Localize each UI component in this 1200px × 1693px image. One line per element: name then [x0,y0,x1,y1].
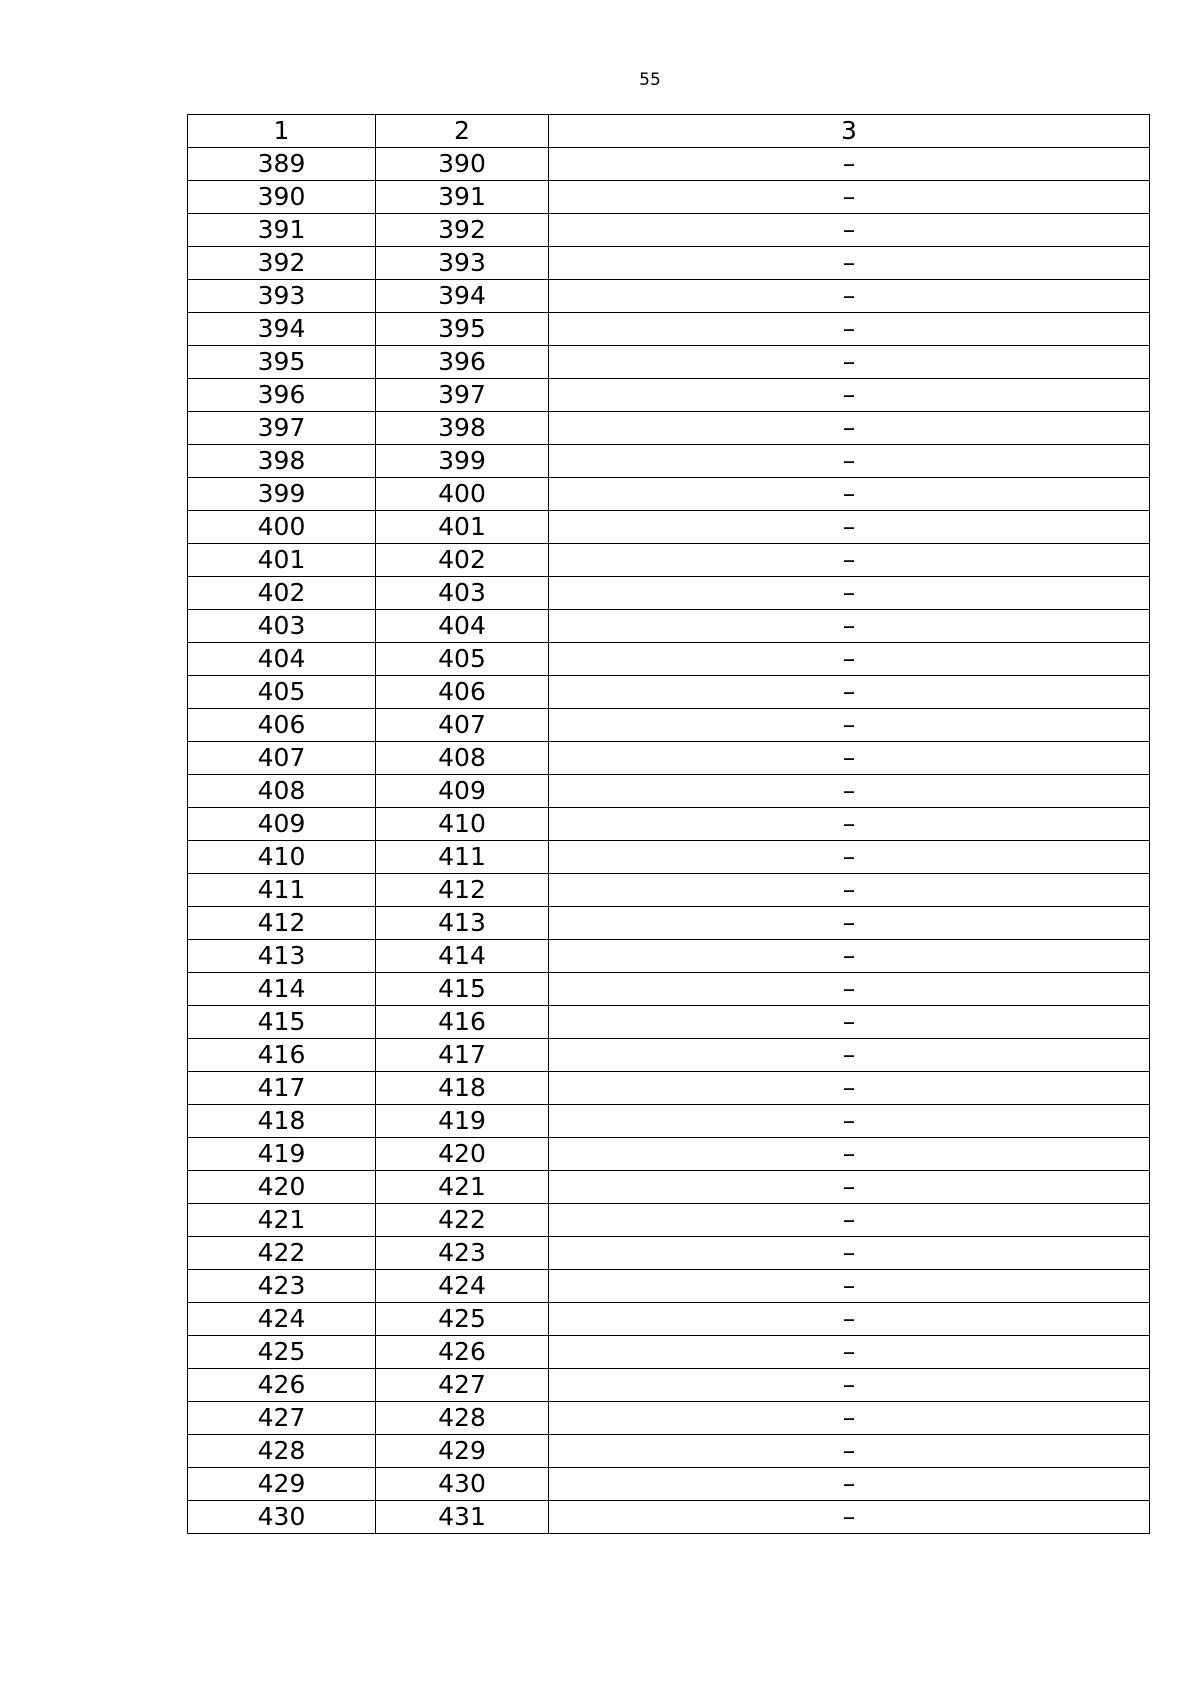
table-row [188,247,1150,280]
table-row [188,346,1150,379]
table-cell-col-1: 411 [188,874,376,907]
table-cell-col-2: 411 [376,841,549,874]
table-row [188,1270,1150,1303]
table-row [188,973,1150,1006]
table-row [188,280,1150,313]
table-cell-col-1: 397 [188,412,376,445]
table-cell-col-1: 408 [188,775,376,808]
table-cell-col-2: 395 [376,313,549,346]
table-cell-col-3: – [549,379,1150,412]
table-cell-col-3: – [549,1072,1150,1105]
table-cell-col-2: 403 [376,577,549,610]
table-cell-col-2: 394 [376,280,549,313]
table-cell-col-1: 403 [188,610,376,643]
table-cell-col-3: – [549,478,1150,511]
table-cell-col-1: 419 [188,1138,376,1171]
table-cell-col-1: 405 [188,676,376,709]
table-row [188,478,1150,511]
table-cell-col-1: 409 [188,808,376,841]
table-cell-col-3: – [549,1204,1150,1237]
table-cell-col-2: 391 [376,181,549,214]
table-cell-col-1: 430 [188,1501,376,1534]
table-cell-col-3: – [549,841,1150,874]
table-cell-col-3: – [549,1237,1150,1270]
data-table [187,114,1150,1534]
table-cell-col-1: 392 [188,247,376,280]
table-cell-col-3: – [549,1402,1150,1435]
table-cell-col-3: – [549,1435,1150,1468]
table-row [188,577,1150,610]
table-row [188,1435,1150,1468]
table-cell-col-2: 402 [376,544,549,577]
table-row [188,1171,1150,1204]
table-row [188,874,1150,907]
table-row [188,1204,1150,1237]
table-cell-col-2: 400 [376,478,549,511]
table-cell-col-2: 419 [376,1105,549,1138]
table-cell-col-1: 410 [188,841,376,874]
table-row [188,1336,1150,1369]
table-cell-col-3: – [549,973,1150,1006]
table-cell-col-3: – [549,511,1150,544]
table-cell-col-3: – [549,907,1150,940]
table-row [188,1105,1150,1138]
page-number: 55 [639,70,661,90]
table-row [188,379,1150,412]
table-row [188,1006,1150,1039]
table-cell-col-3: – [549,742,1150,775]
table-cell-col-1: 422 [188,1237,376,1270]
table-cell-col-1: 415 [188,1006,376,1039]
table-cell-col-3: – [549,412,1150,445]
table-cell-col-1: 426 [188,1369,376,1402]
table-cell-col-2: 406 [376,676,549,709]
table-cell-col-3: – [549,709,1150,742]
table-body [188,115,1150,1534]
table-cell-col-3: – [549,1336,1150,1369]
table-cell-col-2: 414 [376,940,549,973]
table-cell-col-1: 416 [188,1039,376,1072]
table-cell-col-1: 390 [188,181,376,214]
table-cell-col-3: – [549,1039,1150,1072]
table-cell-col-2: 431 [376,1501,549,1534]
table-cell-col-1: 429 [188,1468,376,1501]
table-row [188,1072,1150,1105]
table-row [188,940,1150,973]
table-row [188,610,1150,643]
table-cell-col-3: – [549,346,1150,379]
table-cell-col-3: – [549,181,1150,214]
table-row [188,1402,1150,1435]
table-cell-col-2: 390 [376,148,549,181]
table-cell-col-2: 424 [376,1270,549,1303]
table-cell-col-1: 427 [188,1402,376,1435]
table-row [188,412,1150,445]
table-cell-col-1: 418 [188,1105,376,1138]
table-cell-col-3: – [549,1369,1150,1402]
table-cell-col-1: 400 [188,511,376,544]
table-cell-col-3: – [549,940,1150,973]
table-cell-col-1: 414 [188,973,376,1006]
table-cell-col-2: 417 [376,1039,549,1072]
table-cell-col-3: – [549,1171,1150,1204]
table-cell-col-3: – [549,214,1150,247]
table-cell-col-2: 412 [376,874,549,907]
table-row [188,907,1150,940]
table-cell-col-3: – [549,1468,1150,1501]
table-cell-col-1: 424 [188,1303,376,1336]
table-cell-col-1: 394 [188,313,376,346]
table-cell-col-2: 392 [376,214,549,247]
column-header-2: 2 [376,115,549,148]
table-cell-col-1: 423 [188,1270,376,1303]
table-cell-col-3: – [549,874,1150,907]
table-cell-col-1: 407 [188,742,376,775]
table-cell-col-3: – [549,445,1150,478]
table-row [188,1468,1150,1501]
table-cell-col-2: 393 [376,247,549,280]
table-row [188,808,1150,841]
table-cell-col-3: – [549,1270,1150,1303]
table-row [188,1237,1150,1270]
table-cell-col-1: 402 [188,577,376,610]
table-cell-col-2: 399 [376,445,549,478]
table-cell-col-1: 412 [188,907,376,940]
table-cell-col-3: – [549,1138,1150,1171]
table-row [188,643,1150,676]
table-cell-col-1: 401 [188,544,376,577]
table-cell-col-2: 407 [376,709,549,742]
table-cell-col-3: – [549,280,1150,313]
table-cell-col-2: 420 [376,1138,549,1171]
table-cell-col-1: 421 [188,1204,376,1237]
table-cell-col-3: – [549,1303,1150,1336]
table-cell-col-1: 393 [188,280,376,313]
table-cell-col-1: 389 [188,148,376,181]
table-cell-col-1: 420 [188,1171,376,1204]
table-row [188,1303,1150,1336]
table-row [188,742,1150,775]
table-cell-col-3: – [549,148,1150,181]
table-cell-col-2: 425 [376,1303,549,1336]
table-row [188,445,1150,478]
table-cell-col-2: 418 [376,1072,549,1105]
table-row [188,511,1150,544]
table-row [188,709,1150,742]
table-row [188,148,1150,181]
table-cell-col-2: 404 [376,610,549,643]
table-cell-col-1: 404 [188,643,376,676]
table-row [188,181,1150,214]
table-cell-col-2: 397 [376,379,549,412]
table-cell-col-3: – [549,1105,1150,1138]
table-cell-col-1: 406 [188,709,376,742]
table-cell-col-1: 417 [188,1072,376,1105]
table-cell-col-2: 423 [376,1237,549,1270]
table-row [188,775,1150,808]
table-cell-col-3: – [549,808,1150,841]
table-cell-col-3: – [549,544,1150,577]
table-cell-col-2: 401 [376,511,549,544]
table-cell-col-3: – [549,775,1150,808]
table-cell-col-2: 416 [376,1006,549,1039]
table-cell-col-2: 408 [376,742,549,775]
table-row [188,544,1150,577]
table-cell-col-3: – [549,1501,1150,1534]
table-cell-col-2: 422 [376,1204,549,1237]
table-cell-col-2: 405 [376,643,549,676]
table-cell-col-2: 429 [376,1435,549,1468]
table-row [188,1369,1150,1402]
table-cell-col-1: 399 [188,478,376,511]
table-cell-col-1: 395 [188,346,376,379]
table-row [188,676,1150,709]
column-header-3: 3 [549,115,1150,148]
table-cell-col-1: 398 [188,445,376,478]
table-cell-col-1: 425 [188,1336,376,1369]
table-cell-col-3: – [549,676,1150,709]
table-cell-col-3: – [549,313,1150,346]
table-cell-col-2: 430 [376,1468,549,1501]
table-cell-col-3: – [549,610,1150,643]
table-cell-col-1: 413 [188,940,376,973]
table-header-row [188,115,1150,148]
table-cell-col-2: 413 [376,907,549,940]
table-cell-col-3: – [549,1006,1150,1039]
table-cell-col-1: 428 [188,1435,376,1468]
table-row [188,214,1150,247]
table-row [188,841,1150,874]
table-cell-col-1: 391 [188,214,376,247]
table-cell-col-2: 410 [376,808,549,841]
table-cell-col-1: 396 [188,379,376,412]
table-cell-col-2: 396 [376,346,549,379]
table-cell-col-2: 428 [376,1402,549,1435]
table-cell-col-2: 415 [376,973,549,1006]
column-header-1: 1 [188,115,376,148]
table-row [188,1039,1150,1072]
table-cell-col-2: 426 [376,1336,549,1369]
table-cell-col-2: 409 [376,775,549,808]
table-cell-col-2: 421 [376,1171,549,1204]
table-cell-col-3: – [549,247,1150,280]
table-cell-col-2: 398 [376,412,549,445]
table-cell-col-3: – [549,577,1150,610]
table-cell-col-3: – [549,643,1150,676]
table-row [188,1138,1150,1171]
table-row [188,1501,1150,1534]
table-row [188,313,1150,346]
table-cell-col-2: 427 [376,1369,549,1402]
